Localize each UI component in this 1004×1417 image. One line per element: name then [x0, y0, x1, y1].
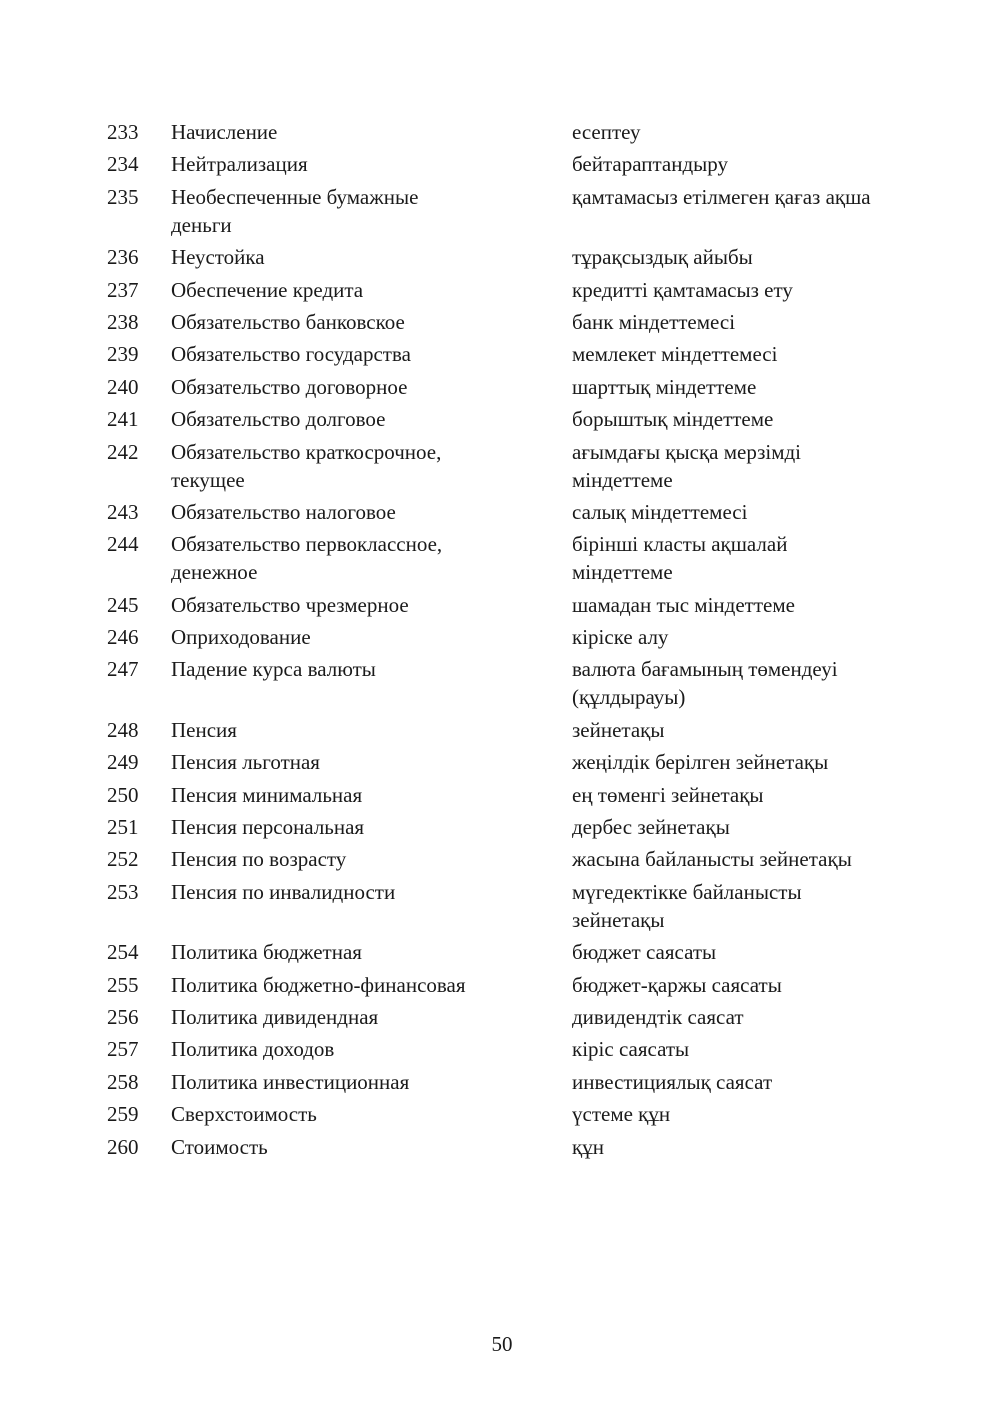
entry-number: 250: [107, 782, 139, 807]
glossary-entry: [107, 276, 917, 304]
entry-number: 254: [107, 940, 139, 965]
russian-term: Обязательство первоклассное, денежное: [171, 532, 443, 585]
glossary-entry: [107, 971, 917, 999]
russian-term: Политика бюджетная: [171, 940, 362, 965]
entry-number: 260: [107, 1134, 139, 1159]
glossary-entry: [107, 340, 917, 368]
kazakh-term: ең төменгі зейнетақы: [572, 782, 764, 807]
russian-term: Обязательство чрезмерное: [171, 592, 409, 617]
kazakh-term: бейтараптандыру: [572, 152, 729, 177]
glossary-entry: [107, 183, 917, 239]
russian-term: Обязательство государства: [171, 342, 411, 367]
kazakh-term: кіріске алу: [572, 625, 669, 650]
glossary-entry: [107, 1035, 917, 1063]
glossary-entry: [107, 781, 917, 809]
glossary-entry: [107, 530, 917, 586]
kazakh-term: үстеме құн: [572, 1102, 671, 1127]
kazakh-term: инвестициялық саясат: [572, 1069, 773, 1094]
entry-number: 245: [107, 592, 139, 617]
kazakh-term: жасына байланысты зейнетақы: [572, 847, 852, 872]
entry-number: 259: [107, 1102, 139, 1127]
kazakh-term: дивидендтік саясат: [572, 1004, 744, 1029]
kazakh-term: банк міндеттемесі: [572, 309, 736, 334]
russian-term: Пенсия по инвалидности: [171, 879, 396, 904]
entry-number: 253: [107, 879, 139, 904]
entry-number: 238: [107, 309, 139, 334]
glossary-entry: [107, 1133, 917, 1161]
kazakh-term: валюта бағамының төмендеуі (құлдырауы): [572, 657, 838, 710]
entry-number: 236: [107, 245, 139, 270]
glossary-entry: [107, 716, 917, 744]
kazakh-term: тұрақсыздық айыбы: [572, 245, 753, 270]
glossary-entry: [107, 1003, 917, 1031]
glossary-entry: [107, 1100, 917, 1128]
glossary-entry: [107, 405, 917, 433]
kazakh-term: мүгедектікке байланысты зейнетақы: [572, 879, 802, 932]
russian-term: Обеспечение кредита: [171, 277, 364, 302]
entry-number: 234: [107, 152, 139, 177]
russian-term: Падение курса валюты: [171, 657, 376, 682]
glossary-entry: [107, 243, 917, 271]
entry-number: 239: [107, 342, 139, 367]
glossary-entry: [107, 623, 917, 651]
entry-number: 249: [107, 750, 139, 775]
glossary-entry: [107, 150, 917, 178]
russian-term: Начисление: [171, 120, 278, 144]
kazakh-term: жеңілдік берілген зейнетақы: [572, 750, 829, 775]
entry-number: 247: [107, 657, 139, 682]
glossary-entry: [107, 498, 917, 526]
glossary-entry: [107, 373, 917, 401]
russian-term: Пенсия по возрасту: [171, 847, 347, 872]
russian-term: Политика бюджетно-финансовая: [171, 972, 466, 997]
russian-term: Политика дивидендная: [171, 1004, 379, 1029]
kazakh-term: мемлекет міндеттемесі: [572, 342, 778, 367]
entry-number: 258: [107, 1069, 139, 1094]
kazakh-term: шарттық міндеттеме: [572, 374, 757, 399]
kazakh-term: салық міндеттемесі: [572, 499, 748, 524]
glossary-entry: [107, 591, 917, 619]
russian-term: Стоимость: [171, 1134, 268, 1159]
russian-term: Пенсия: [171, 717, 237, 742]
russian-term: Нейтрализация: [171, 152, 308, 177]
entry-number: 256: [107, 1004, 139, 1029]
glossary-entry: [107, 308, 917, 336]
entry-number: 243: [107, 499, 139, 524]
glossary-entry: [107, 938, 917, 966]
russian-term: Сверхстоимость: [171, 1102, 317, 1127]
glossary-entry: [107, 1068, 917, 1096]
kazakh-term: бірінші класты ақшалай міндеттеме: [572, 532, 788, 585]
russian-term: Политика доходов: [171, 1037, 335, 1062]
kazakh-term: кіріс саясаты: [572, 1037, 690, 1062]
russian-term: Политика инвестиционная: [171, 1069, 410, 1094]
glossary-entry: [107, 845, 917, 873]
glossary-entry: [107, 748, 917, 776]
glossary-entry: [107, 438, 917, 494]
entry-number: 248: [107, 717, 139, 742]
entry-number: 257: [107, 1037, 139, 1062]
russian-term: Пенсия персональная: [171, 815, 365, 840]
russian-term: Обязательство договорное: [171, 374, 408, 399]
entry-number: 246: [107, 625, 139, 650]
russian-term: Обязательство краткосрочное, текущее: [171, 439, 442, 492]
glossary-entry: [107, 813, 917, 841]
kazakh-term: құн: [572, 1134, 604, 1159]
kazakh-term: қамтамасыз етілмеген қағаз ақша: [572, 184, 871, 209]
glossary-entry: [107, 655, 917, 711]
russian-term: Необеспеченные бумажные деньги: [171, 184, 419, 237]
kazakh-term: бюджет-қаржы саясаты: [572, 972, 782, 997]
entry-number: 252: [107, 847, 139, 872]
kazakh-term: дербес зейнетақы: [572, 815, 730, 840]
entry-number: 251: [107, 815, 139, 840]
russian-term: Неустойка: [171, 245, 265, 270]
entry-number: 242: [107, 439, 139, 464]
entry-number: 240: [107, 374, 139, 399]
page-number: 50: [491, 1332, 513, 1356]
kazakh-term: ағымдағы қысқа мерзімді міндеттеме: [572, 439, 802, 492]
entry-number: 244: [107, 532, 139, 557]
kazakh-term: есептеу: [572, 120, 641, 144]
russian-term: Оприходование: [171, 625, 311, 650]
russian-term: Пенсия льготная: [171, 750, 320, 775]
entry-number: 237: [107, 277, 139, 302]
kazakh-term: бюджет саясаты: [572, 940, 717, 965]
kazakh-term: борыштық міндеттеме: [572, 407, 774, 432]
entry-number: 241: [107, 407, 139, 432]
russian-term: Пенсия минимальная: [171, 782, 363, 807]
russian-term: Обязательство налоговое: [171, 499, 396, 524]
entry-number: 255: [107, 972, 139, 997]
russian-term: Обязательство банковское: [171, 309, 405, 334]
entry-number: 235: [107, 184, 139, 209]
kazakh-term: зейнетақы: [572, 717, 665, 742]
kazakh-term: шамадан тыс міндеттеме: [572, 592, 795, 617]
russian-term: Обязательство долговое: [171, 407, 386, 432]
entry-number: 233: [107, 120, 139, 144]
glossary-entry: [107, 878, 917, 934]
kazakh-term: кредитті қамтамасыз ету: [572, 277, 793, 302]
glossary-entry: [107, 118, 917, 146]
glossary-list: [107, 118, 917, 1165]
